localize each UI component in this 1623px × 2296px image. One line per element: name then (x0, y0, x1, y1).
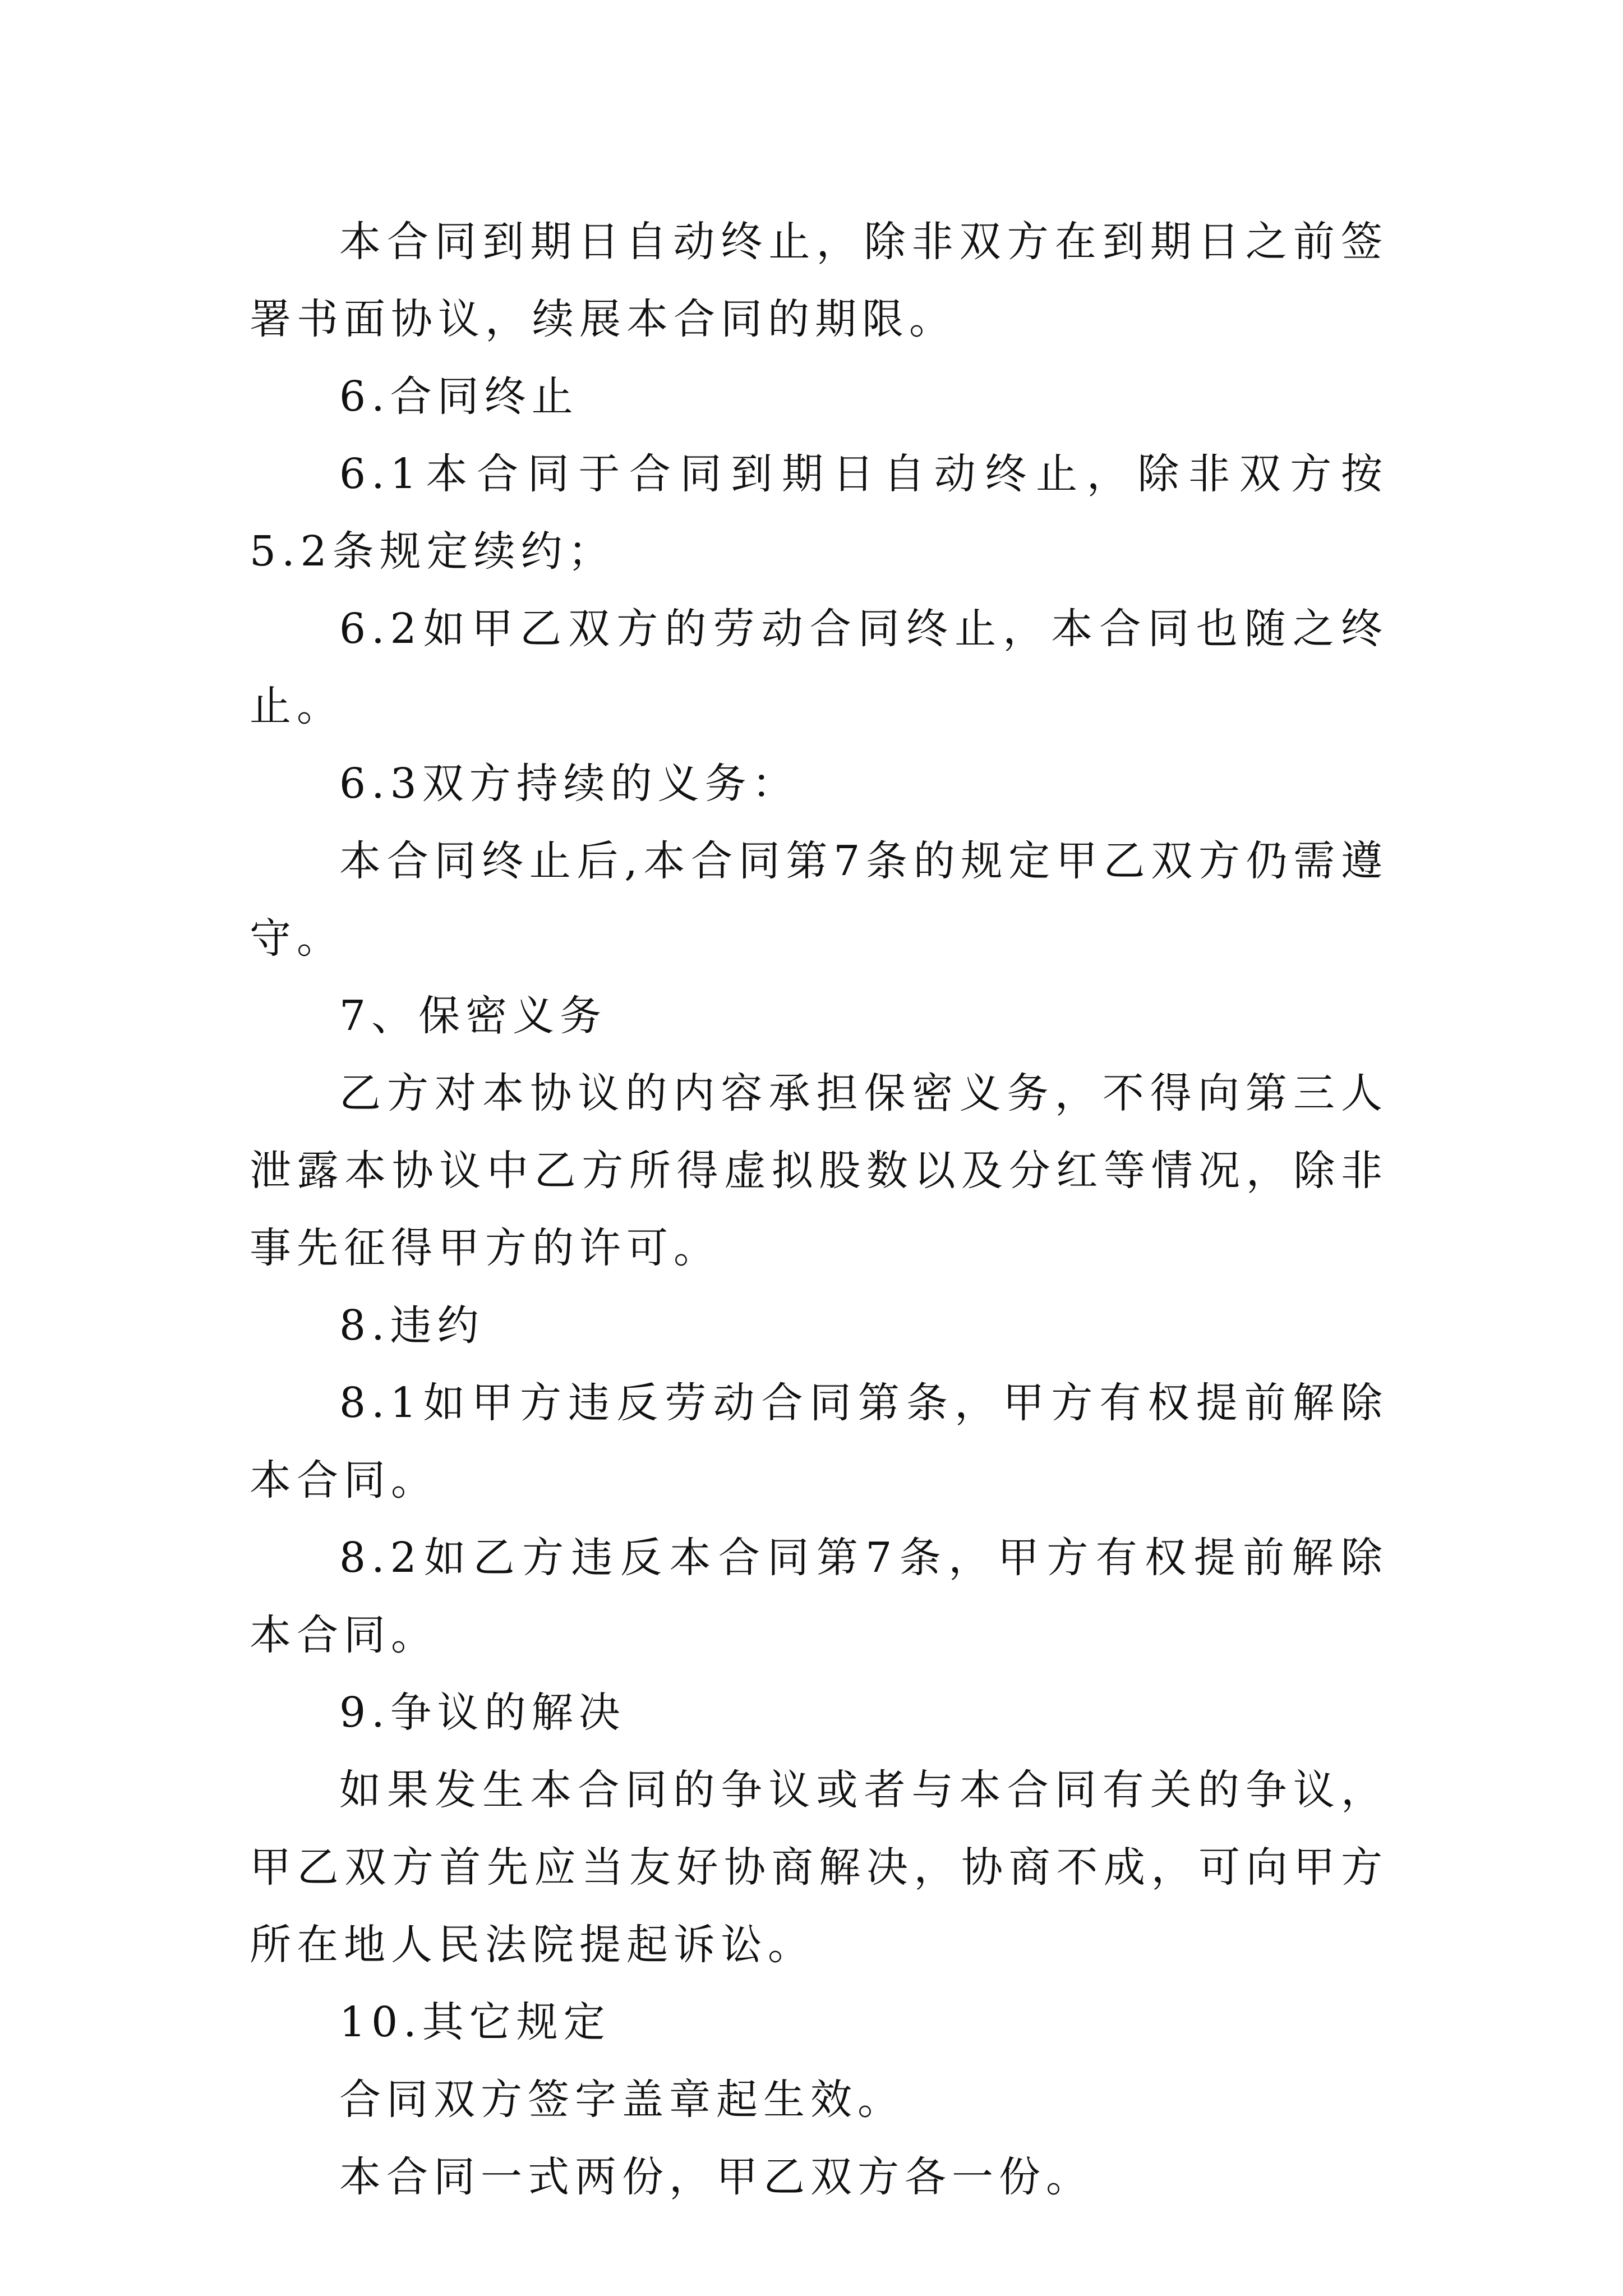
clause-6-3-text: 本合同终止后,本合同第7条的规定甲乙双方仍需遵守。 (250, 837, 1388, 963)
clause-6-2: 6.2如甲乙双方的劳动合同终止，本合同也随之终止。 (250, 605, 1388, 730)
section-heading-confidentiality: 7、保密义务 (339, 992, 607, 1040)
clause-8-2: 8.2如乙方违反本合同第7条，甲方有权提前解除本合同。 (250, 1534, 1388, 1659)
dispute-resolution-text: 如果发生本合同的争议或者与本合同有关的争议，甲乙双方首先应当友好协商解决，协商不成，可向甲方所在地人民法院提起诉讼。 (250, 1766, 1388, 1969)
copies-clause: 本合同一式两份，甲乙双方各一份。 (339, 2153, 1093, 2201)
clause-6-1: 6.1本合同于合同到期日自动终止，除非双方按5.2条规定续约； (250, 450, 1388, 576)
document-body (250, 203, 1388, 2216)
effective-clause: 合同双方签字盖章起生效。 (339, 2076, 905, 2124)
confidentiality-text: 乙方对本协议的内容承担保密义务，不得向第三人泄露本协议中乙方所得虚拟股数以及分红等情况，除非事先征得甲方的许可。 (250, 1069, 1388, 1272)
clause-6-3-heading: 6.3双方持续的义务： (339, 760, 799, 808)
clause-8-1: 8.1如甲方违反劳动合同第条，甲方有权提前解除本合同。 (250, 1379, 1388, 1504)
section-heading-other-provisions: 10.其它规定 (339, 1998, 611, 2046)
paragraph-auto-termination: 本合同到期日自动终止，除非双方在到期日之前签署书面协议，续展本合同的期限。 (250, 218, 1388, 343)
section-heading-contract-termination: 6.合同终止 (339, 372, 579, 421)
section-heading-dispute-resolution: 9.争议的解决 (339, 1688, 626, 1737)
section-heading-breach: 8.违约 (339, 1301, 485, 1350)
